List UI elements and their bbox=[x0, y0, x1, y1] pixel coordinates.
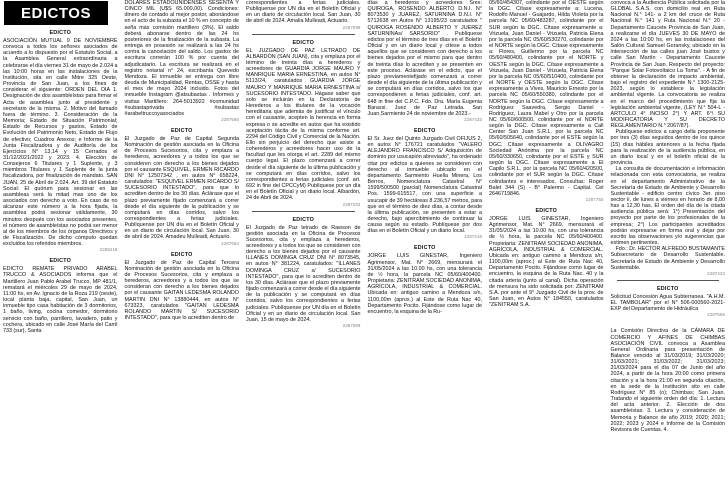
edicto-heading: EDICTO bbox=[414, 127, 436, 134]
masthead-title: EDICTOS bbox=[21, 4, 91, 22]
edicto-ref: 2287418 bbox=[464, 234, 482, 240]
edicto-heading: EDICTO bbox=[171, 251, 193, 258]
edicto-body: EDICTO REMATE PRIVADO ARABEL TRUCCO & ASOCIADOS informa que el Martillero Juan Pablo Arabel Trucco, MP 481/1, rematará el miércoles 29 de mayo de 2024, 11:00 hs, en Av. Ignacio de la Roza 219 (oeste), local planta baja, capital, San Juan, un inmueble tipo casa habitación de 3 dormitorios, 1 baño, living, cocina comedor, dormitorio servicio con baño, parrillero, lavadero, patio y cochera, ubicado en calle José María del Carril 733 (sur), Santa bbox=[3, 266, 118, 334]
column-2 bbox=[125, 0, 240, 321]
divider bbox=[617, 280, 720, 281]
edicto-body: El Sr. Juez del Quinto Juzgado Civil OFIJUS 2, en autos N° 176721 caratulados "VALERO ALEJANDRO FRANCISCO S/ Adquisición de dominio por usucapión abreviado", ha ordenado citar por edictos a quienes se consideren con derecho al inmueble ubicado en el departamento Sarmiento Huella Minera, Los Berros, Nomenclatura Catastral N° 1599/500500 (parcial) Nomenclatura Catastral Pos. 1599-615517, con una superficie a usucapir de 39 hectáreas 8.236,57 metros, para que en el término de diez días, a contar desde la última publicación, se presenten a estar a derecho, bajo apercibimiento de continuar la causa según su estado. Publíquese por dos días en el Boletín Oficial y un diario local. bbox=[367, 135, 482, 235]
edicto-heading: EDICTO bbox=[292, 39, 314, 46]
masthead bbox=[4, 1, 108, 25]
edicto-ref: 2287596 bbox=[342, 24, 361, 30]
edicto-body: El Juzgado de Paz de Capital Tercera Nominación de gestión asociada en la Oficina de Procesos Sucesorios, cita y emplaza a herederos, acreedores y a todos los que se consideran con derecho a los bienes dejados por el causante GAITAN LEDESMA ROLANDO MARTIN DNI N° 13880444, en autos N° 673323, caratulados "GAITAN LEDESMA ROLANDO MARTIN S/ SUCESORIO INTESTADO", para que lo acrediten dentro de bbox=[124, 259, 239, 322]
edicto-body: EL JUZGADO DE PAZ LETRADO DE ALBARDÓN (SAN JUAN), cita y emplaza por el término de treinta días a herederos y acreedores de GUARDIA JORGE MAURO Y MANRIQUE MARIA ERNESTINA, en autos N° 5113/24, caratulados GUARDIA JORGE MAURO Y MANRIQUE MARIA ERNESTINA s/ SUCESORIO INTESTADO. Hágase saber que solo se incluirán en la Declaratoria de Herederos a los titulares de la vocación hereditaria que además de justificar el vínculo con el causante, acepten la herencia en forma expresa o se acredite en autos que ha existido aceptación tácita de la misma conforme art. 2294 del Código Civil y Comercial de la Nación. Ello sin perjuicio del derecho que asiste a coherederos y acreedores hacer uso de la facultad que les otorga el art. 2289 del mismo cuerpo legal. El plazo comenzará a correr desde el día siguiente de la última publicación y se computará en días corridos, salvo los correspondientes a ferias judiciales (conf. art. 692 in fine del CPCCyM) Publíquese por un día en el Boletín Oficial y un diario local. Albardón, 24 de Abril de 2024. bbox=[246, 47, 361, 202]
edicto-body: JORGE LUIS GINESTAR, Ingeniero Agrimensor, Mat. N° 2669, mensurará el 31/05/2024 a las 10.00 hs, con una tolerancia de ½ hora, la parcela NC 05/60/400400. Propietaria: ZENITRAM SOCIEDAD ANONIMA, AGRÍCOLA, INDUSTRIAL & COMERCIAL. Ubicada en: antiguo camino a Mendoza s/n, 1100,00m (aprox.) al Este de Ruta Nac 40, Departamento Pocito. Fijándose como lugar de encuentro, la esquina de la Ru- bbox=[367, 253, 482, 315]
edicto-body: JORGE LUIS GINESTAR, Ingeniero Agrimensor, Mat. N° 2669, mensurará el 31/05/2024 a las 10.00 hs, con una tolerancia de ½ hora, la parcela NC 05/60/400400. Propietaria: ZENITRAM SOCIEDAD ANONIMA, AGRÍCOLA, INDUSTRIAL & COMERCIAL. Ubicada en: antiguo camino a Mendoza s/n, 1100,00m (aprox.) al Este de Ruta Nac 40, Departamento Pocito. Fijándose como lugar de encuentro, la esquina de la Ruta Nac. 40 y la citada arteria (junto al canal). Dicha operación de mensura ha sido solicitada por: ZENITRAM S.A. por ante el 9° Juzgado Civil de la prov. de San Juan, en Autos N° 184550, caratulados "ZENITRAM S.A. bbox=[489, 216, 604, 309]
column-5 bbox=[489, 0, 604, 308]
column-4 bbox=[368, 0, 483, 315]
column-3 bbox=[246, 0, 361, 329]
edicto-heading: EDICTO bbox=[292, 216, 314, 223]
edicto-ref: 2287654 bbox=[221, 240, 239, 246]
edicto-ref: 2287565 bbox=[221, 116, 239, 122]
edicto-heading: EDICTO bbox=[535, 208, 557, 214]
edicto-body: 05/60/454307, colindante por el OESTE según la DGC. Cítase expresamente a: Lucena, Rodolfo Manuel - Guajardo, Hilda Violeta por la parcela NC 05/60/483287, colindante por el SUR según la DGC. Cítase expresamente a: Vrizuela, Juan Daniel - Vrizuela, Patricia Elena por la parcela NC 05/60/530270, colindante por el NORTE según la DGC. Cítase expresamente a: Flores, Guillermo por la parcela NC 05/60/480400, colindante por el NORTE y OESTE según la DGC. Cítase expresamente a Vrizuela, Juan Daniel - Vrizuela, Patricia Elena por la parcela NC 05/60/510400, colindante por el NORTE y OESTE según la DGC. Cítase expresamente a Vives, Mauricio Ernesto por la parcela NC 05/60/550380, colindante por el NORTE según la DGC. Cítase expresamente a Rodríguez Saavedra, Sergio Daniel - Rodríguez, Laura Mabel y Otro por la parcela NC 05/60/600500, colindante por el NORTE según la DGC. Cítase expresamente a Call Center San Juan S.R.L. por la parcela NC 05/60/505640, colindante por el ESTE según la DGC. Cítase expresamente a OLIVAGRO Sociedad Anónima por la parcela NC 05/60/330650, colindante por el ESTE y SUR según la DGC. Cítase expresamente a El Capilo S.R.L. por la parcela NC 05/60/420500, colindante por el SUR según la DGC. Cítase colindantes e interesados. Consultas: Roger Balet 344 (S) - B° Palermo - Capital. Cel 2646719846. bbox=[489, 0, 604, 197]
edicto-body: La consulta de documentación e información relacionada con esta convocatoria, se realiza en el departamento Administrativo de la Secretaría de Estado de Ambiente y Desarrollo Sustentable - edificio centro cívico 3er. piso sector ii, de lunes a viernes en horario de 8,00 has a 12,30 has. El orden del día de la citada audiencia pública será: 1°) Presentación del proyecto por parte de los profesionales de la empresa; 2°) Los participantes acreditados podrán expresarse en forma oral y dejar por escrito las observaciones y/o sugerencias que estimen pertinentes. bbox=[610, 166, 725, 247]
column-1 bbox=[3, 1, 118, 334]
edicto-heading: EDICTO bbox=[49, 258, 71, 265]
edicto-ref: 2287423 bbox=[707, 270, 725, 276]
edicto-body: convoca a la Audiencia Pública solicitada por la GLOBAL S.A.S. con domicilio real en Ruta Nacional N.° 141- a 2 km del cruce de Ruta Nacional N.° 141 y Ruta Nacional N.° 20 - Departamento Caucete Provincia de San Juan, a realizarse el día JUEVES 30 DE MAYO de 2024 a las 10:00 hs, en las instalaciones del Salón Cultural Samuel Goransky, ubicado en la intersección de las calles juan José bustos y calle San Martín - Departamento Caucete Provincia de San Juan. Respecto del proyecto: "Parque Solar Fotovoltaico La Toma". - A fin de obtener la declaración de impacto ambiental, bajo el registro del expediente N.° 1300-2125-2023, según lo establece la legislación ambiental vigente. La convocatoria se realiza en el marco del procedimiento que fija la legislación ambiental vigente, (LEY N.° 504-L -ARTCULO 4° INCISO 2°) Y ART. 6°\ SU MODIFICATORIA Y SU DECRETO REGLAMENTARIO N.° 2067/87). bbox=[610, 0, 725, 130]
edicto-ref: 2287569 bbox=[342, 323, 361, 329]
edicto-ref: 2287566 bbox=[707, 312, 725, 318]
edicto-heading: EDICTO bbox=[414, 245, 436, 252]
edicto-heading: EDICTO bbox=[171, 127, 193, 134]
edicto-ref: 2287433 bbox=[464, 116, 482, 122]
divider bbox=[252, 211, 355, 212]
column-6 bbox=[611, 0, 726, 433]
edicto-ref: 2287202 bbox=[342, 201, 361, 207]
edicto-body: DOLARES ESTADOUNIDENSES SESENTA Y CINCO MIL (U$S 65.000,00). Condiciones: dinero de contado al mejor postor, abonándose en el acto de la subasta el 10 % en concepto de seña más comisión martillero (3%). El saldo deberá abonarse dentro de las 24 hs posteriores de la finalización de la subasta. La entrega en posesión se realizará a las 24 hs contra la cancelación del saldo. Los gastos de escritura correrán 100 % por cuenta del adjudicatario. La escritura se realizará en el registro notarial n° 24, escribanía Quevedo Mendoza. El inmueble se entrega con libre deuda de Municipalidad, Rentas, OSSE y hasta el mes de mayo 2024 incluido. Fotos del inmueble Instagram @atsubastas . Informes y visitas Martillero: 264-5013922 #comunidad #subastaprivada #subastas #arabeltruccoyasociados bbox=[124, 0, 239, 117]
divider bbox=[252, 34, 355, 35]
edicto-body: Publíquese edictos a cargo della proponente por tres (3) días seguidos dentro de los quince (15) días hábiles anteriores a la fecha fijada para la realización de la audiencia pública, en un diario local y en el boletín oficial de la provincia. bbox=[610, 129, 725, 167]
edicto-heading: EDICTO bbox=[657, 285, 679, 292]
edicto-heading: EDICTO bbox=[49, 30, 71, 36]
edicto-body: Solicitud Concesión Agua Subterranea. "A.H.M. EL TAMBOLAR" por el N° 506-000560-2021-EXP del Departamento de Hidráulica bbox=[610, 293, 725, 313]
edicto-body: correspondientes a ferias judiciales. Publíquense por UN día en el Boletín Oficial y en un diario de circulación local. San Juan, 30 de abril de 2024. Amalia Mulleadi, Actuario. bbox=[246, 0, 361, 25]
edicto-ref: 2286218 bbox=[99, 247, 118, 253]
edicto-body: ASOCIACIÓN MUTUAL 9 DE NOVIEMBRE convoca a todos los señores asociados de acuerdo a lo dispuesto por el Estatuto Social, a la Asamblea General extraordinaria a celebrarse el día viernes 31 de mayo de 2.024 a las 10:00 horas en las instalaciones de la Institución, sita en calle Mitre 325 Oeste, Provincia de San Juan, a los fines de considerar el siguiente: ORDEN DEL DIA 1. Designación de dos asambleístas para firmar el Acta de asamblea junto al presidente y secretario de la misma. 2. Motivo del llamado fuera de término. 3. Consideración de la Memoria; Estado de Situación Patrimonial; Estado de Recursos y gastos, Estado de Evolución del Patrimonio Neto, Estado de Flujo de efectivo; Cuadros Anexos; e Informe de la Junta Fiscalizadora y de Auditoría de los Ejercicios N° 13,14 y 15 Cerrados el 31/12/2021/2022 y 2023. 4. Elección de Consejeros 6 Titulares y 1 Suplente, y 3 miembros Titulares y 1 Suplente de la junta fiscalizadora, por finalización de mandato. SAN JUAN, 25 de Abril de 2.024. Art. 39 del Estatuto Social: El quórum para sesionar en las asambleas será la mitad mas uno de los asociados con derecho a voto. En caso de no alcanzar este número a la hora fijada, la asamblea podrá sesionar válidamente, 30 minutos después con los asociados presentes, el número de asambleístas no podrá ser menor al de los miembros de los órganos Directivos y de Fiscalización. De dicho cómputo quedan excluidos los referidos miembros. bbox=[3, 38, 118, 248]
edicto-ref: 2287750 bbox=[585, 197, 604, 202]
edicto-body-tail: La Comisión Directiva de la CÁMARA DE COMERCIO Y AFINES DE CHIMBAS ASOCIACIÓN CIVIL convoca a Asamblea General Ordinaria para presentación de Balance vencido al 31/03/2019; 31/03/2020; 31/03/2021; 31/03/2022; 31/03/2023; 31/03/2024 para el día 07 de Junio del año 2024, a partir de la hora 20:00 como primera citación y a la hora 21:00 en segunda citación, en la sede de la Institución sito en calle Rodríguez N° 85 (o); Chimbas; San Juan. Tratando el siguiente orden del día: 1. Lectura del acta anterior. 2. Elección de dos asambleístas. 3. Lectura y consideración de Memoria y Balance de año 2019; 2020; 2021; 2022; 2023 y 2024 e Informe de la Comisión Revisora de Cuentas. 4. bbox=[610, 328, 725, 433]
edicto-body: El Juzgado de Paz de Capital Segunda Nominación de gestión asociada en la Oficina de Procesos Sucesorios, cita y emplaza a herederos, acreedores y a todos los que se consideren con derecho a los bienes dejados por el causante ESQUIVEL, ERMEN RICARDO DNI N° 12507342 , en autos N° 658224, caratulados: "ESQUIVEL ERMEN RICARDO S/ SUCESORIO INTESTADO", para que lo acrediten dentro de los 30 días. Aclárase que el plazo previamente fijado comenzará a correr desde el día siguiente de la publicación y se computará en días corridos, salvo los correspondientes a ferias judiciales. Publíquense por UN día en el Boletín Oficial y en un diario de circulación local. San Juan, 30 de abril de 2024. Amadeu Mulleadi, Actuario. bbox=[124, 135, 239, 241]
edicto-body: días a herederos y acreedores Sres: QUIROGA, ROSENDO ALBERTO D.N.I. N° 8073530 y JUAREZ, SATURNINA D.N.I. N° 5712638 en Autos N° 13195/23 caratulados " QUIROGA ROSENDO ALBERTO Y JUEREZ SATURNINAs/ SARSORIO" . Publíquese edictos por el término de tres días en el Boletín Oficial y en un diario local y cítese a todos aquellos que se consideren con derecho a los bienes dejados por el mismo para que dentro de treinta días lo acrediten y se presenten en este proceso. Aclárase en el edicto, que el plazo previamentefijado comenzará a correr desde el día siguiente de la última publicación y se computará en días corridos, salvo los que correspondieren a ferias judiciales, conf. art. 648 in fine del C.P.C. Fdo. Dra. María Eugenia Barassi. Juez de Paz Letrada. San Juan,Sarmiento 24 de noviembre de 2023.- bbox=[367, 0, 482, 117]
columns-container bbox=[3, 0, 725, 485]
edicto-body: El Juzgado de Paz letrado de Rawson de gestión asociada en la Oficina de Procesos Sucesorios, cita y emplaza a herederos, acreedores y a todos los que se consideren con derecho a los bienes dejados por el causante ILLANES DOMINGA CRUZ DNI N° 8073545, en autos N° 381224, caratulados: "ILLANES DOMINGA CRUZ s/ SUCESORIO INTESTADO", para que lo acrediten dentro de los 30 días. Aclárase que el plazo previamente fijado comenzará a correr desde el día siguiente de la publicación y se computará en días corridos, salvo los correspondientes a ferias judiciales. Publíquense por UN día en el Boletín Oficial y en un diario de circulación local. San Juan, 15 de mayo de 2024. bbox=[246, 224, 361, 323]
edicto-body: Fdo.: Dr. HECTOR ALFREDO BUSTAMANTE Subsecretario de Desarrollo Sustentable. Secretaría de Estado de Ambiente y Desarrollo Sustentable. bbox=[610, 246, 725, 271]
